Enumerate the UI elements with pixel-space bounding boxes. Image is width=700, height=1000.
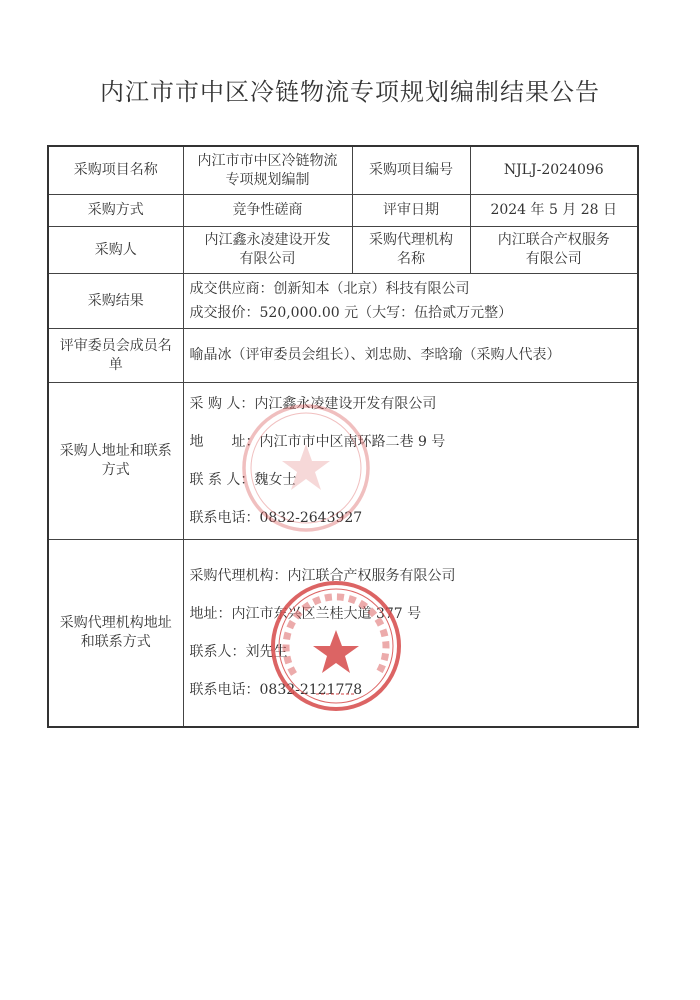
agency-label-line: 名称 — [397, 251, 425, 267]
purchaser-line: 有限公司 — [239, 251, 296, 267]
purchaser-contact-person: 联 系 人：魏女士 — [189, 472, 297, 488]
agency-contact-label-line: 采购代理机构地址 — [59, 615, 172, 631]
committee-label — [48, 329, 183, 383]
purchaser-contact-name: 采 购 人：内江鑫永凌建设开发有限公司 — [189, 396, 437, 412]
agency-contact-address: 地址：内江市东兴区兰桂大道 377 号 — [189, 606, 422, 622]
agency-contact-value — [183, 540, 638, 728]
project-name-value — [183, 146, 352, 195]
purchaser-contact-phone: 联系电话：0832-2643927 — [189, 510, 363, 526]
project-name-line: 专项规划编制 — [225, 171, 310, 188]
agency-contact-label-line: 和联系方式 — [80, 634, 151, 650]
table-row — [48, 383, 638, 540]
committee-value: 喻晶冰（评审委员会组长）、刘忠勋、李晗瑜（采购人代表） — [183, 329, 638, 383]
table-row — [48, 274, 638, 329]
agency-label-line: 采购代理机构 — [369, 232, 453, 248]
result-price: 成交报价：520,000.00 元（大写：伍拾贰万元整） — [189, 305, 513, 321]
project-name-line: 内江市市中区冷链物流 — [197, 152, 338, 169]
agency-contact-label — [48, 540, 183, 728]
agency-contact-person: 联系人：刘先生 — [189, 644, 288, 660]
purchaser-contact-value — [183, 383, 638, 540]
project-number-label: 采购项目编号 — [352, 146, 470, 195]
project-name-label: 采购项目名称 — [48, 146, 183, 195]
document-title: 内江市市中区冷链物流专项规划编制结果公告 — [100, 78, 600, 106]
agency-contact-name: 采购代理机构：内江联合产权服务有限公司 — [189, 568, 456, 584]
method-value: 竞争性磋商 — [183, 195, 352, 227]
purchaser-contact-label-line: 采购人地址和联系 — [59, 443, 172, 459]
purchaser-line: 内江鑫永凌建设开发 — [204, 232, 331, 248]
method-label: 采购方式 — [48, 195, 183, 227]
agency-value — [470, 227, 638, 274]
agency-contact-phone: 联系电话：0832-2121778 — [189, 682, 363, 698]
table-row — [48, 540, 638, 728]
agency-line: 有限公司 — [525, 251, 582, 267]
table-row — [48, 329, 638, 383]
purchaser-contact-label — [48, 383, 183, 540]
purchaser-value — [183, 227, 352, 274]
result-label: 采购结果 — [48, 274, 183, 329]
agency-label — [352, 227, 470, 274]
project-number-value: NJLJ-2024096 — [470, 146, 638, 195]
table-row — [48, 227, 638, 274]
result-value — [183, 274, 638, 329]
review-date-label: 评审日期 — [352, 195, 470, 227]
purchaser-contact-address: 地 址：内江市市中区南环路二巷 9 号 — [189, 434, 446, 450]
table-row — [48, 146, 638, 195]
purchaser-contact-label-line: 方式 — [101, 462, 130, 478]
review-date-value: 2024 年 5 月 28 日 — [470, 195, 638, 227]
announcement-table — [47, 145, 639, 728]
table-row — [48, 195, 638, 227]
committee-label-line: 评审委员会成员名 — [59, 337, 172, 354]
committee-label-line: 单 — [108, 356, 123, 373]
purchaser-label: 采购人 — [48, 227, 183, 274]
agency-line: 内江联合产权服务 — [497, 232, 610, 248]
result-supplier: 成交供应商：创新知本（北京）科技有限公司 — [189, 281, 470, 297]
